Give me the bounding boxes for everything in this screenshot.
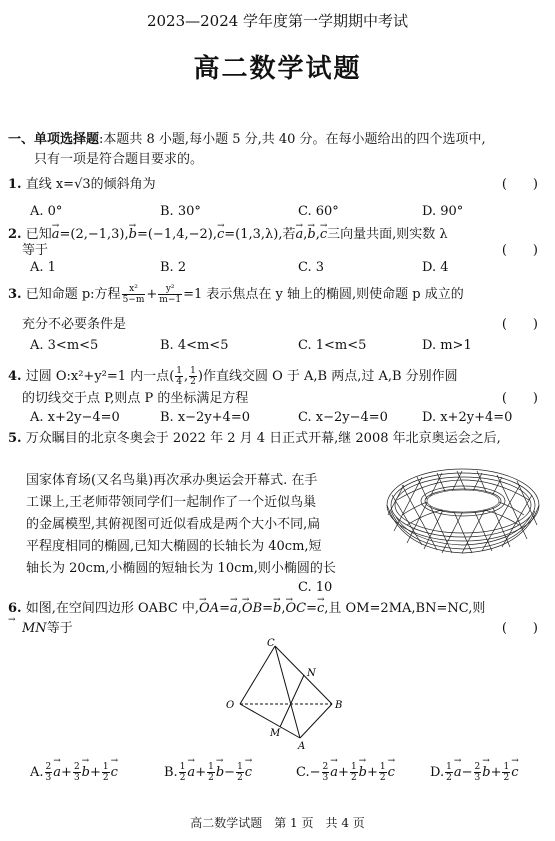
q3-frac-x-num: x² [122,284,146,295]
q6-d-frac-1 [445,762,453,783]
q6-d-num-3: 1 [503,762,510,772]
q6-a-vec-3: → c [111,765,118,780]
q4-number: 4. [8,369,22,384]
q6-b-num-1: 1 [179,762,186,772]
page-title: 高二数学试题 [193,54,362,84]
q6-a-num-3: 1 [102,762,109,772]
q6-b-den-2: 2 [208,773,214,783]
q6-b-num-2: 1 [208,762,214,772]
q6-b-vec-1: → a [187,765,195,780]
q2-option-d: D. 4 [422,260,449,275]
q5-stem-5: 平程度相同的椭圆,已知大椭圆的长轴长为 40cm,短 [26,539,322,554]
q6-vec-ob: → OB [242,600,262,618]
q6-a-den-3: 2 [102,773,109,783]
q4-line-2 [8,390,548,408]
q4-answer-paren: ( ) [501,391,538,406]
q4-stem-2: 的切线交于点 P,则点 P 的坐标满足方程 [22,391,249,406]
q6-b-frac-1 [179,762,187,783]
q6-d-vec-2: → b [482,765,490,780]
q6-a-frac-3 [102,762,110,783]
q4-post: 作直线交圆 O 于 A,B 两点,过 A,B 分别作圆 [202,369,458,384]
q2-b-value: =(−1,4,−2), [136,227,217,242]
q6-sep-2: , [281,601,286,616]
q6-pre: 如图,在空间四边形 OABC 中, [25,601,200,616]
q2-vec-c: → c [217,226,224,244]
q6-d-vec-1: → a [454,765,462,780]
q1-option-a: A. 0° [30,204,63,219]
q6-c-frac-1 [322,762,330,783]
q2-vec-c2: → c [320,226,327,244]
question-2: 2. 已知→ a=(2,−1,3),→ b=(−1,4,−2),→ c=(1,3,λ),若→ a,→ b,→ c三向量共面,则实数 λ [8,226,548,244]
q2-vec-a: → a [52,226,60,244]
q1-number: 1. [8,177,22,192]
q6-c-frac-3 [379,762,387,783]
q3-stem-2: 充分不必要条件是 [22,317,127,332]
q4-pre: 过圆 O:x²+y²=1 内一点 [25,369,170,384]
q6-a-vec-1: → a [53,765,61,780]
q6-c-num-3: 1 [379,762,386,772]
q5-stem-2: 国家体育场(又名鸟巢)再次承办奥运会开幕式. 在手 [26,473,318,488]
q6-d-frac-3 [502,762,510,783]
q6-vec-a: → a [230,600,238,618]
q6-a-sign-3: + [90,765,101,780]
q6-answer-paren: ( ) [501,621,538,636]
q6-c-den-1: 3 [322,773,329,783]
q3-option-c: C. 1<m<5 [298,338,367,353]
q6-c-vec-1: → a [330,765,338,780]
label-n: N [307,668,316,679]
q2-c-value: =(1,3,λ),若 [224,227,296,242]
q5-stem-6a: 轴长为 20cm,小 [26,561,123,576]
q2-number: 2. [8,227,22,242]
q3-plus: + [146,287,158,302]
q1-stem: 直线 x=√3的倾斜角为 [25,177,156,192]
q3-option-b: B. 4<m<5 [160,338,229,353]
q6-number: 6. [8,601,22,616]
question-6 [8,600,548,618]
q6-c-frac-2 [350,762,358,783]
q6-d-den-1: 2 [446,773,452,783]
q6-d-sign-2: − [461,765,473,780]
q6-option-d [430,762,518,783]
q6-d-num-2: 2 [474,762,481,772]
q6-b-vec-2: → b [216,765,224,780]
q6-eq-1: = [219,601,230,616]
q6-vec-c: → c [317,600,324,618]
q6-a-den-2: 3 [73,773,80,783]
q6-a-frac-2 [73,762,81,783]
q6-post: ,且 OM=2MA,BN=NC,则 [324,601,486,616]
q4-option-a: A. x+2y−4=0 [30,410,120,425]
q4-option-d: D. x+2y+4=0 [422,410,513,425]
label-m: M [270,728,281,739]
q2-vec-b: → b [129,226,137,244]
q6-stem-2: 等于 [46,621,73,636]
q4-paren-left: ( [169,369,175,384]
exam-title: 2023—2024 学年度第一学期期中考试 [146,12,409,30]
label-o: O [226,700,235,711]
q2-option-a: A. 1 [30,260,56,275]
q6-vec-oa: → OA [199,600,219,618]
q6-option-b [164,762,252,783]
q6-d-den-3: 2 [503,773,510,783]
q5-stem-4: 的金属模型,其俯视图可近似看成是两个大小不同,扁 [26,517,321,532]
q5-stem-6b: 椭圆的短轴长为 10cm,则小椭圆的长 [122,561,336,576]
q6-b-label: B. [164,765,178,780]
q2-vec-b2: → b [307,226,315,244]
q6-b-den-1: 2 [179,773,186,783]
q5-number: 5. [8,431,22,446]
question-1 [8,176,548,194]
q6-eq-3: = [306,601,318,616]
tetrahedron-figure [220,636,350,751]
q4-frac-1-den: 4 [176,377,182,387]
q5-stem-3: 工课上,王老师带领同学们一起制作了一个近似鸟巢 [26,495,317,510]
section-desc-2: 只有一项是符合题目要求的。 [34,152,204,167]
q6-a-num-2: 2 [73,762,80,772]
q4-option-c: C. x−2y−4=0 [298,410,388,425]
q6-b-sign-2: + [195,765,207,780]
q6-c-den-2: 2 [350,773,357,783]
q6-c-sign-2: + [338,765,349,780]
label-c: C [267,638,275,649]
q2-option-b: B. 2 [160,260,187,275]
q1-option-b: B. 30° [160,204,201,219]
q6-vec-b: → b [273,600,281,618]
section-label: 一、单项选择题 [8,132,100,147]
q4-frac-2 [189,366,197,387]
q6-a-den-1: 3 [45,773,52,783]
q6-a-frac-1 [45,762,53,783]
q6-d-vec-3: → c [511,765,518,780]
q6-c-sign-1: − [309,765,321,780]
q6-vec-mn: → MN [8,620,47,638]
q3-pre: 已知命题 p:方程 [25,287,121,302]
q3-frac-y-den: m−1 [159,295,182,305]
q2-vec-a2: → a [296,226,304,244]
q3-option-a: A. 3<m<5 [30,338,99,353]
q3-frac-y-num: y² [158,284,182,295]
q6-c-label: C. [296,765,310,780]
q1-option-c: C. 60° [298,204,339,219]
q3-frac-y [158,284,182,305]
q6-a-label: A. [30,765,44,780]
q6-c-sign-3: + [367,765,378,780]
q2-post: 三向量共面,则实数 λ [327,227,448,242]
q6-b-frac-3 [236,762,244,783]
q2-option-c: C. 3 [298,260,325,275]
q6-c-vec-3: → c [388,765,395,780]
q6-sep-1: , [237,601,242,616]
q6-d-den-2: 3 [474,773,481,783]
q3-frac-x-den: 5−m [122,295,145,305]
question-4 [8,366,548,387]
q6-a-num-1: 2 [45,762,52,772]
q1-answer-paren: ( ) [501,177,538,192]
q6-d-frac-2 [474,762,482,783]
q3-answer-paren: ( ) [501,317,538,332]
q3-number: 3. [8,287,22,302]
q6-b-frac-2 [207,762,215,783]
q6-d-label: D. [430,765,445,780]
birds-nest-illustration [382,455,544,563]
q2-answer-paren: ( ) [501,243,538,258]
q6-b-vec-3: → c [245,765,252,780]
q6-option-c [296,762,395,783]
q4-frac-1-num: 1 [176,366,182,376]
section-desc-1: :本题共 8 小题,每小题 5 分,共 40 分。在每小题给出的四个选项中, [99,132,486,147]
q6-d-num-1: 1 [446,762,452,772]
q5-body [26,470,386,580]
q2-line-2 [8,242,548,260]
q6-d-sign-3: + [490,765,502,780]
q4-frac-2-den: 2 [190,377,196,387]
q2-pre: 已知 [25,227,52,242]
question-3 [8,284,548,305]
q6-c-den-3: 2 [379,773,386,783]
q5-option-c: C. 10 [298,580,333,595]
q4-frac-2-num: 1 [190,366,196,376]
q2-stem-2: 等于 [22,243,49,258]
label-a: A [298,741,306,751]
q3-line-2 [8,316,548,334]
q6-vec-oc: → OC [286,600,307,618]
q6-b-num-3: 1 [237,762,243,772]
q4-frac-1 [175,366,183,387]
q2-a-value: =(2,−1,3), [59,227,129,242]
q4-paren-right: ) [197,369,203,384]
q6-b-den-3: 2 [237,773,243,783]
q6-c-num-2: 1 [350,762,357,772]
section-heading [8,130,548,170]
q3-option-d: D. m>1 [422,338,472,353]
q6-b-sign-3: − [224,765,236,780]
q1-option-d: D. 90° [422,204,464,219]
q6-c-num-1: 2 [322,762,329,772]
question-5 [8,430,548,448]
q3-post: =1 表示焦点在 y 轴上的椭圆,则使命题 p 成立的 [183,287,464,302]
q6-a-sign-2: + [61,765,72,780]
page-footer: 高二数学试题 第 1 页 共 4 页 [190,816,365,830]
q6-option-a [30,762,118,783]
q4-comma: , [184,369,189,384]
q5-stem-1: 万众瞩目的北京冬奥会于 2022 年 2 月 4 日正式开幕,继 2008 年北京奥运会之后, [25,431,501,446]
q4-option-b: B. x−2y+4=0 [160,410,250,425]
q6-c-vec-2: → b [359,765,367,780]
q6-a-vec-2: → b [82,765,90,780]
q5-stem-6 [26,558,386,580]
label-b: B [335,700,343,711]
q6-eq-2: = [262,601,274,616]
q3-frac-x [122,284,146,305]
